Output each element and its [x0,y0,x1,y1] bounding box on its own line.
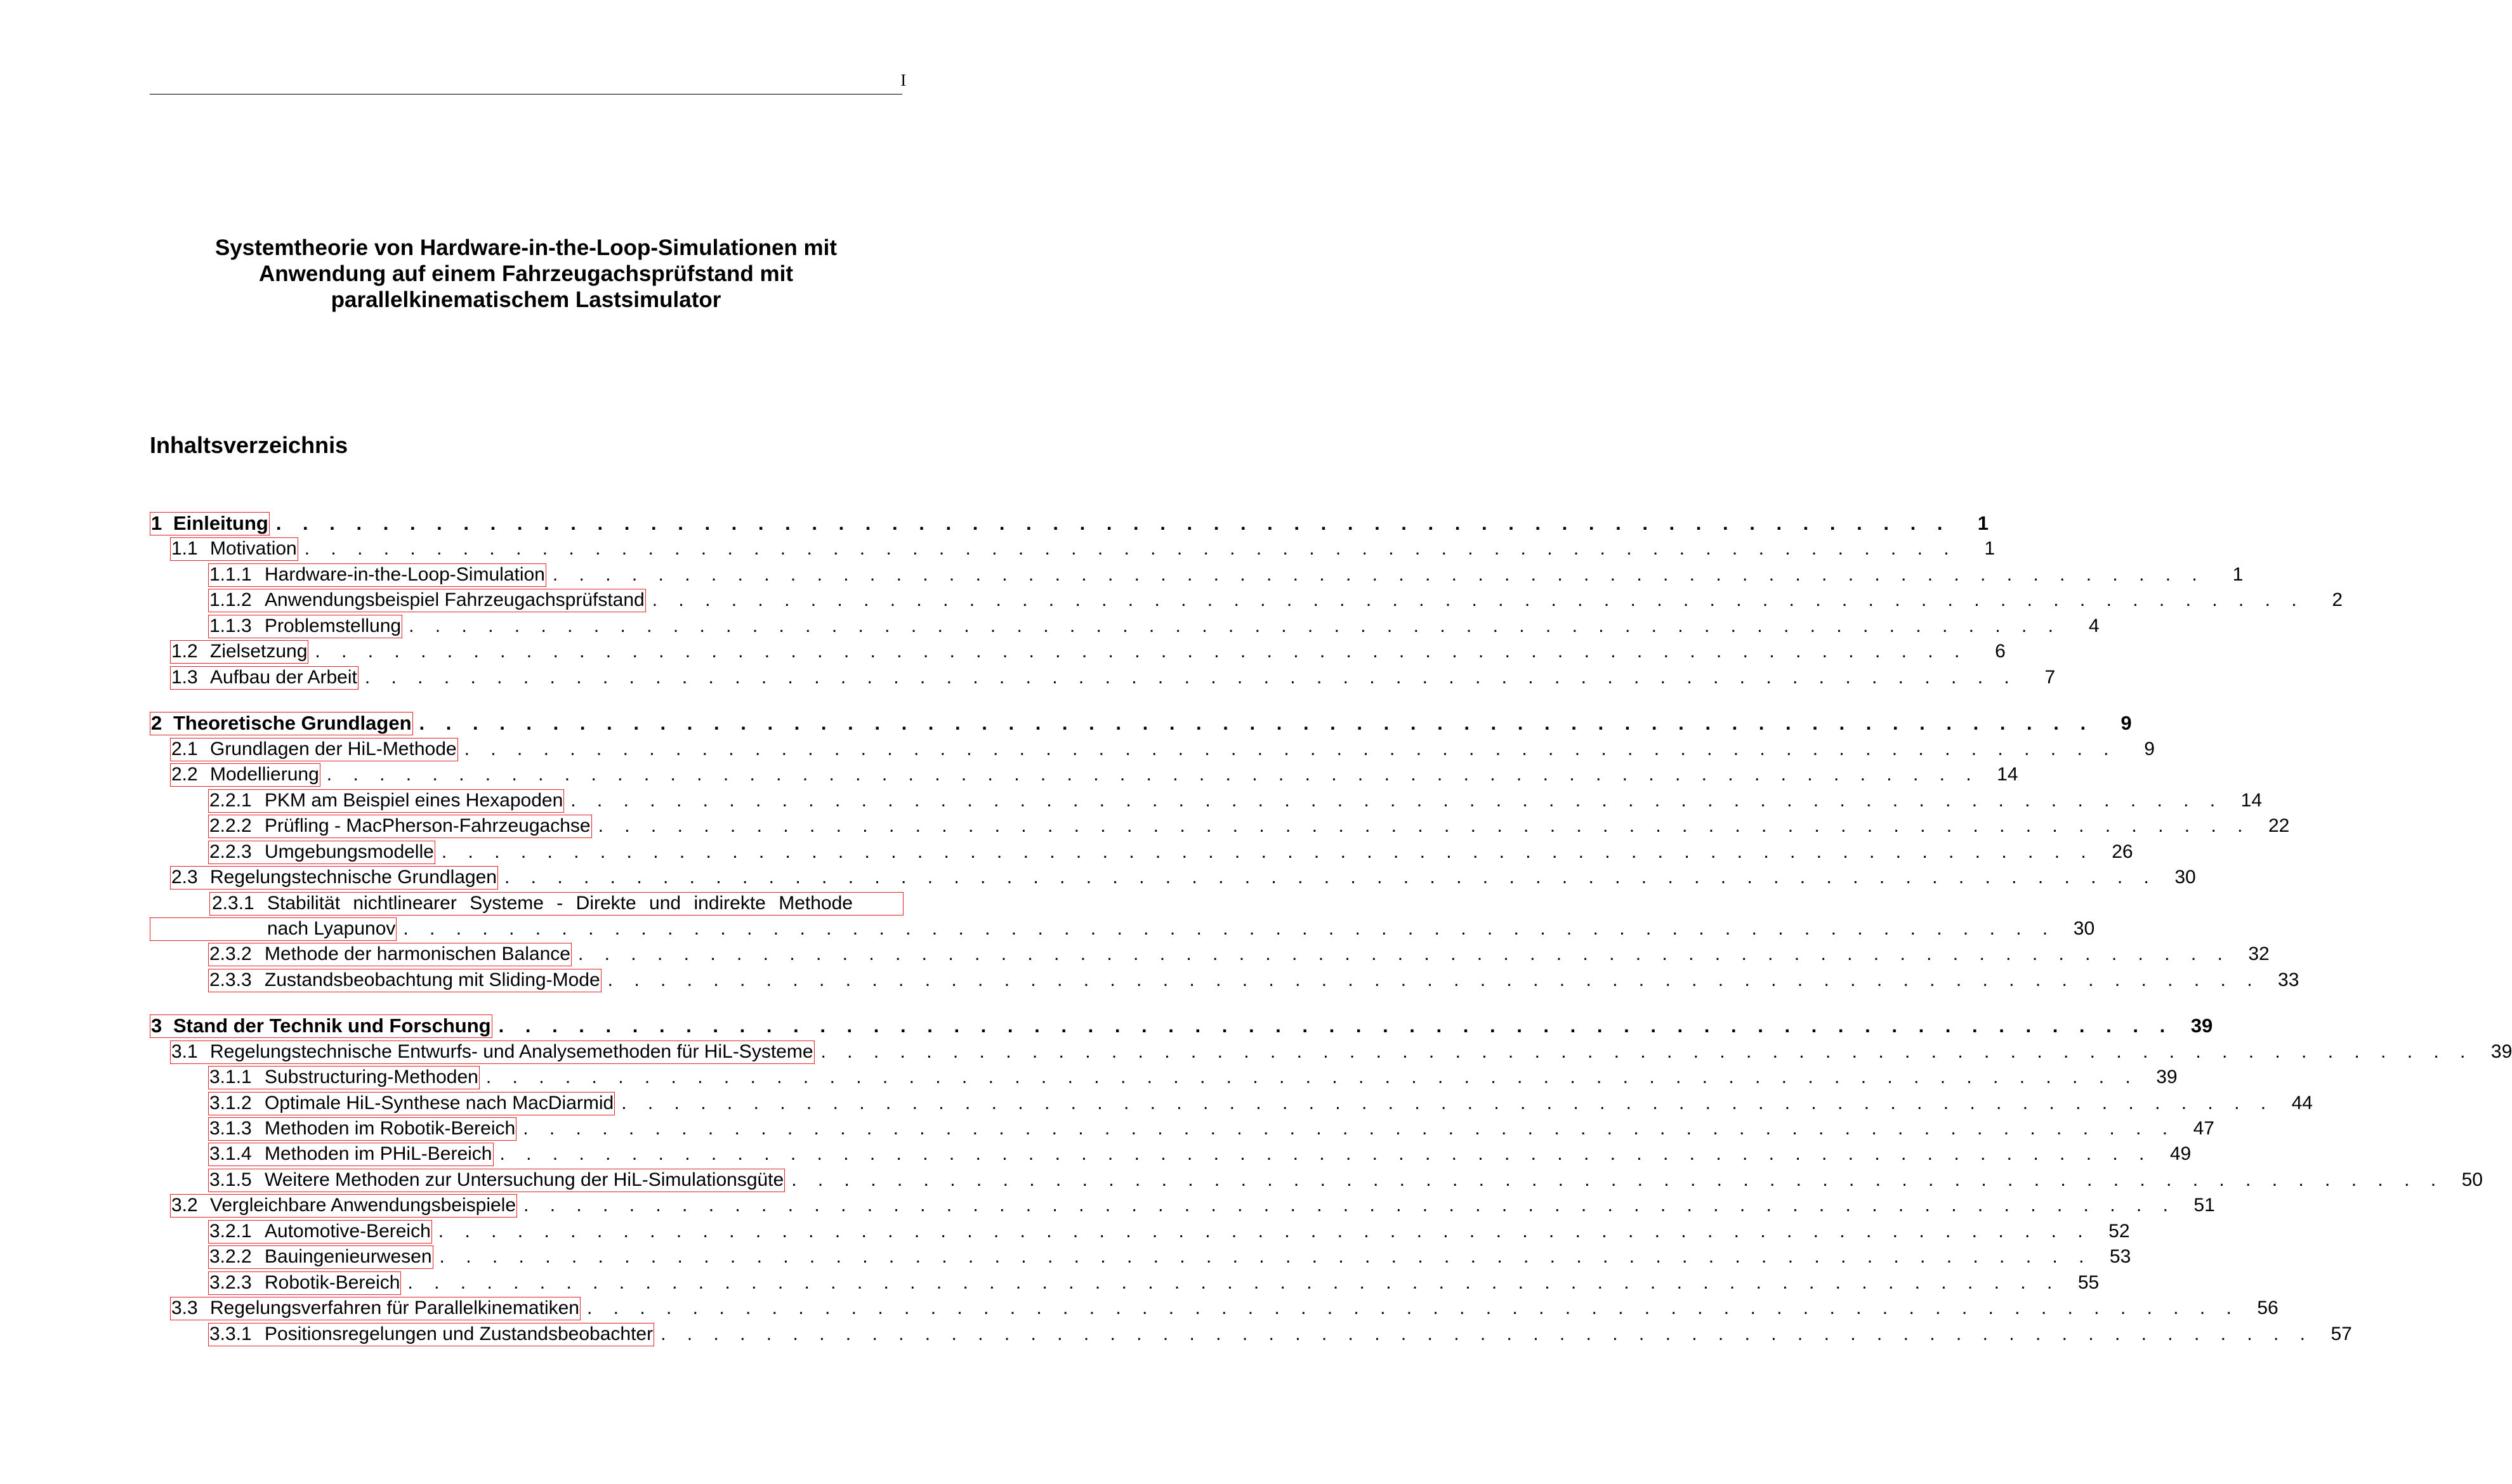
toc-link-3-1-2[interactable]: 3.1.2 Optimale HiL-Synthese nach MacDiarmid [208,1092,615,1115]
toc-link-2-3[interactable]: 2.3 Regelungstechnische Grundlagen [170,866,498,890]
page-ref: 14 [2240,790,2263,811]
toc-link-2-2-1[interactable]: 2.2.1 PKM am Beispiel eines Hexapoden [208,789,564,813]
toc-entry-3-1-3 [208,1116,2214,1141]
leader-dots: . . . . . . . . . . . . . . . . . . . . . . . . . . . . . . . . . . . . . . . . . . . . . . . . . . . . . . . . . . . . . . . [464,739,2117,759]
page-ref: 49 [2169,1143,2192,1164]
leader-dots: . . . . . . . . . . . . . . . . . . . . . . . . . . . . . . . . . . . . . . . . . . . . . . . . . . . . . . . . . . . . . . . [438,1221,2091,1242]
toc-link-1-1-2[interactable]: 1.1.2 Anwendungsbeispiel Fahrzeugachsprüfstand [208,589,646,612]
page-ref: 22 [2268,815,2290,836]
leader-dots: . . . . . . . . . . . . . . . . . . . . . . . . . . . . . . . . . . . . . . . . . . . . . . . . . . . . . . . . . . . . . . . [621,1093,2274,1113]
leader-dots: . . . . . . . . . . . . . . . . . . . . . . . . . . . . . . . . . . . . . . . . . . . . . . . . . . . . . . . . . . . . . . . [791,1169,2444,1190]
toc-entry-3-1-2 [208,1091,2313,1116]
toc-link-1[interactable]: 1 Einleitung [151,512,268,534]
toc-entry-2-1 [170,737,2155,762]
leader-dots: . . . . . . . . . . . . . . . . . . . . . . . . . . . . . . . . . . . . . . . . . . . . . . . . . . . . . . . . . . . . . . . [498,1015,2173,1037]
toc-entry-1-3 [170,665,2056,690]
toc-link-1-1-1[interactable]: 1.1.1 Hardware-in-the-Loop-Simulation [208,563,546,587]
page-ref: 2 [2332,589,2343,610]
toc-link-3-2-2[interactable]: 3.2.2 Bauingenieurwesen [208,1245,433,1269]
toc-link-2-2-2[interactable]: 2.2.2 Prüfling - MacPherson-Fahrzeugachse [208,815,592,838]
leader-dots: . . . . . . . . . . . . . . . . . . . . . . . . . . . . . . . . . . . . . . . . . . . . . . . . . . . . . . . . . . . . . . . [304,538,1957,559]
page-ref: 7 [2044,667,2056,688]
page-ref: 14 [1997,764,2018,785]
toc-entry-1-2 [170,639,2006,664]
toc-entry-3-2-2 [208,1244,2131,1270]
toc-entry-3 [150,1013,2213,1039]
leader-dots: . . . . . . . . . . . . . . . . . . . . . . . . . . . . . . . . . . . . . . . . . . . . . . . . . . . . . . . . . . . . . . . [504,867,2157,888]
leader-dots: . . . . . . . . . . . . . . . . . . . . . . . . . . . . . . . . . . . . . . . . . . . . . . . . . . . . . . . . . . . . . . . [275,512,1950,534]
page-ref: 30 [2174,867,2196,888]
toc-link-3-2-3[interactable]: 3.2.3 Robotik-Bereich [208,1271,401,1295]
page-ref: 51 [2193,1195,2215,1216]
toc-link-2-2[interactable]: 2.2 Modellierung [170,763,320,787]
leader-dots: . . . . . . . . . . . . . . . . . . . . . . . . . . . . . . . . . . . . . . . . . . . . . . . . . . . . . . . . . . . . . . . [523,1195,2176,1216]
page-ref: 55 [2077,1272,2100,1293]
leader-dots: . . . . . . . . . . . . . . . . . . . . . . . . . . . . . . . . . . . . . . . . . . . . . . . . . . . . . . . . . . . . . . . [439,1246,2092,1267]
toc-entry-3-1-5 [208,1167,2483,1193]
page-ref: 9 [2144,739,2155,759]
toc-link-3-1-5[interactable]: 3.1.5 Weitere Methoden zur Untersuchung der HiL-Simulationsgüte [208,1169,785,1192]
leader-dots: . . . . . . . . . . . . . . . . . . . . . . . . . . . . . . . . . . . . . . . . . . . . . . . . . . . . . . . . . . . . . . . [364,667,2018,688]
toc-entry-3-1 [170,1039,2512,1065]
page-ref: 9 [2121,712,2132,734]
toc-link-1-1[interactable]: 1.1 Motivation [170,537,298,561]
leader-dots: . . . . . . . . . . . . . . . . . . . . . . . . . . . . . . . . . . . . . . . . . . . . . . . . . . . . . . . . . . . . . . . [441,841,2094,862]
toc-link-1-2[interactable]: 1.2 Zielsetzung [170,640,308,664]
toc-title: Stabilität nichtlinearer Systeme - Direkte und indirekte Methode [267,893,853,914]
toc-entry-3-3-1 [208,1322,2352,1347]
leader-dots: . . . . . . . . . . . . . . . . . . . . . . . . . . . . . . . . . . . . . . . . . . . . . . . . . . . . . . . . . . . . . . . [552,564,2206,585]
toc-link-3-2[interactable]: 3.2 Vergleichbare Anwendungsbeispiele [170,1194,517,1218]
page-ref: 56 [2257,1297,2279,1318]
toc-link-3-2-1[interactable]: 3.2.1 Automotive-Bereich [208,1220,432,1244]
toc-link-2-3-2[interactable]: 2.3.2 Methode der harmonischen Balance [208,943,572,966]
toc-link-2-3-1-cont[interactable]: nach Lyapunov [150,917,397,941]
leader-dots: . . . . . . . . . . . . . . . . . . . . . . . . . . . . . . . . . . . . . . . . . . . . . . . . . . . . . . . . . . . . . . . [326,764,1980,785]
leader-dots: . . . . . . . . . . . . . . . . . . . . . . . . . . . . . . . . . . . . . . . . . . . . . . . . . . . . . . . . . . . . . . . [315,641,1968,662]
leader-dots: . . . . . . . . . . . . . . . . . . . . . . . . . . . . . . . . . . . . . . . . . . . . . . . . . . . . . . . . . . . . . . . [598,815,2251,836]
toc-entry-2 [150,711,2132,736]
toc-link-2[interactable]: 2 Theoretische Grundlagen [151,712,412,734]
page-ref: 53 [2109,1246,2131,1267]
toc-link-3-1-4[interactable]: 3.1.4 Methoden im PHiL-Bereich [208,1143,494,1166]
leader-dots: . . . . . . . . . . . . . . . . . . . . . . . . . . . . . . . . . . . . . . . . . . . . . . . . . . . . . . . . . . . . . . . [499,1143,2152,1164]
leader-dots: . . . . . . . . . . . . . . . . . . . . . . . . . . . . . . . . . . . . . . . . . . . . . . . . . . . . . . . . . . . . . . . [570,790,2223,811]
toc-entry-1-1-3 [208,614,2100,639]
toc-entry-3-2 [170,1193,2215,1218]
leader-dots: . . . . . . . . . . . . . . . . . . . . . . . . . . . . . . . . . . . . . . . . . . . . . . . . . . . . . . . . . . . . . . . [409,615,2062,636]
leader-dots: . . . . . . . . . . . . . . . . . . . . . . . . . . . . . . . . . . . . . . . . . . . . . . . . . . . . . . . . . . . . . . . [820,1041,2473,1062]
page-ref: 39 [2490,1041,2512,1062]
leader-dots: . . . . . . . . . . . . . . . . . . . . . . . . . . . . . . . . . . . . . . . . . . . . . . . . . . . . . . . . . . . . . . . [577,943,2231,964]
page-ref: 1 [1977,512,1989,534]
leader-dots: . . . . . . . . . . . . . . . . . . . . . . . . . . . . . . . . . . . . . . . . . . . . . . . . . . . . . . . . . . . . . . . [607,969,2261,990]
page-ref: 30 [2073,918,2095,939]
toc-entry-1-1-2 [208,588,2343,613]
title-line: Systemtheorie von Hardware-in-the-Loop-Simulationen mit [214,235,838,260]
page-ref: 32 [2248,943,2270,964]
toc-entry-2-3-1-cont [150,916,2095,942]
page-ref: 1 [2232,564,2244,585]
toc-entry-2-2-2 [208,813,2290,839]
toc-link-2-2-3[interactable]: 2.2.3 Umgebungsmodelle [208,841,435,864]
toc-link-2-1[interactable]: 2.1 Grundlagen der HiL-Methode [170,738,458,761]
leader-dots: . . . . . . . . . . . . . . . . . . . . . . . . . . . . . . . . . . . . . . . . . . . . . . . . . . . . . . . . . . . . . . . [652,589,2305,610]
page-ref: 6 [1995,641,2006,662]
toc-link-2-3-3[interactable]: 2.3.3 Zustandsbeobachtung mit Sliding-Mode [208,969,602,992]
page-ref: 57 [2331,1323,2352,1344]
page-ref: 26 [2112,841,2133,862]
leader-dots: . . . . . . . . . . . . . . . . . . . . . . . . . . . . . . . . . . . . . . . . . . . . . . . . . . . . . . . . . . . . . . . [523,1118,2176,1139]
toc-entry-3-3 [170,1296,2279,1321]
leader-dots: . . . . . . . . . . . . . . . . . . . . . . . . . . . . . . . . . . . . . . . . . . . . . . . . . . . . . . . . . . . . . . . [661,1323,2313,1344]
leader-dots: . . . . . . . . . . . . . . . . . . . . . . . . . . . . . . . . . . . . . . . . . . . . . . . . . . . . . . . . . . . . . . . [586,1297,2240,1318]
toc-link-3-3-1[interactable]: 3.3.1 Positionsregelungen und Zustandsbeobachter [208,1323,654,1346]
page-number: I [900,71,906,89]
toc-entry-3-2-1 [208,1219,2130,1244]
toc-link-3-1[interactable]: 3.1 Regelungstechnische Entwurfs- und Analysemethoden für HiL-Systeme [170,1041,815,1064]
title-line: Anwendung auf einem Fahrzeugachsprüfstand mit [258,261,794,286]
page-ref: 44 [2291,1093,2313,1113]
toc-link-1-1-3[interactable]: 1.1.3 Problemstellung [208,615,402,638]
toc-heading: Inhaltsverzeichnis [150,432,348,458]
toc-entry-1-1-1 [208,562,2244,588]
toc-entry-2-2 [170,762,2018,787]
toc-link-3[interactable]: 3 Stand der Technik und Forschung [151,1015,491,1037]
toc-entry-3-1-4 [208,1141,2192,1167]
page-ref: 52 [2108,1221,2130,1242]
toc-entry-3-2-3 [208,1270,2100,1296]
leader-dots: . . . . . . . . . . . . . . . . . . . . . . . . . . . . . . . . . . . . . . . . . . . . . . . . . . . . . . . . . . . . . . . [419,712,2094,734]
toc-link-3-1-3[interactable]: 3.1.3 Methoden im Robotik-Bereich [208,1117,516,1141]
leader-dots: . . . . . . . . . . . . . . . . . . . . . . . . . . . . . . . . . . . . . . . . . . . . . . . . . . . . . . . . . . . . . . . [407,1272,2060,1293]
page-ref: 33 [2278,969,2299,990]
page-ref: 1 [1984,538,1996,559]
toc-entry-2-2-3 [208,839,2133,865]
leader-dots: . . . . . . . . . . . . . . . . . . . . . . . . . . . . . . . . . . . . . . . . . . . . . . . . . . . . . . . . . . . . . . . [485,1067,2139,1087]
toc-link-3-3[interactable]: 3.3 Regelungsverfahren für Parallelkinematiken [170,1297,581,1320]
toc-entry-3-1-1 [208,1065,2178,1090]
toc-entry-1-1 [170,536,1996,561]
toc-entry-2-3-2 [208,942,2270,967]
page-ref: 39 [2156,1067,2178,1087]
header-rule [150,94,902,95]
toc-entry-2-2-1 [208,788,2263,813]
title-line: parallelkinematischem Lastsimulator [331,287,721,312]
document-title [150,235,902,313]
toc-entry-2-3 [170,865,2196,890]
toc-link-1-3[interactable]: 1.3 Aufbau der Arbeit [170,666,358,690]
page-ref: 47 [2193,1118,2214,1139]
page-ref: 4 [2088,615,2100,636]
toc-entry-1 [150,511,1989,536]
toc-entry-2-3-1: 2.3.1 Stabilität nichtlinearer Systeme - Direkte und indirekte Methode [150,891,904,916]
page-ref: 39 [2190,1015,2213,1037]
toc-link-3-1-1[interactable]: 3.1.1 Substructuring-Methoden [208,1066,480,1089]
toc-entry-2-3-3 [208,968,2299,993]
leader-dots: . . . . . . . . . . . . . . . . . . . . . . . . . . . . . . . . . . . . . . . . . . . . . . . . . . . . . . . . . . . . . . . [403,918,2056,939]
page-ref: 50 [2461,1169,2483,1190]
